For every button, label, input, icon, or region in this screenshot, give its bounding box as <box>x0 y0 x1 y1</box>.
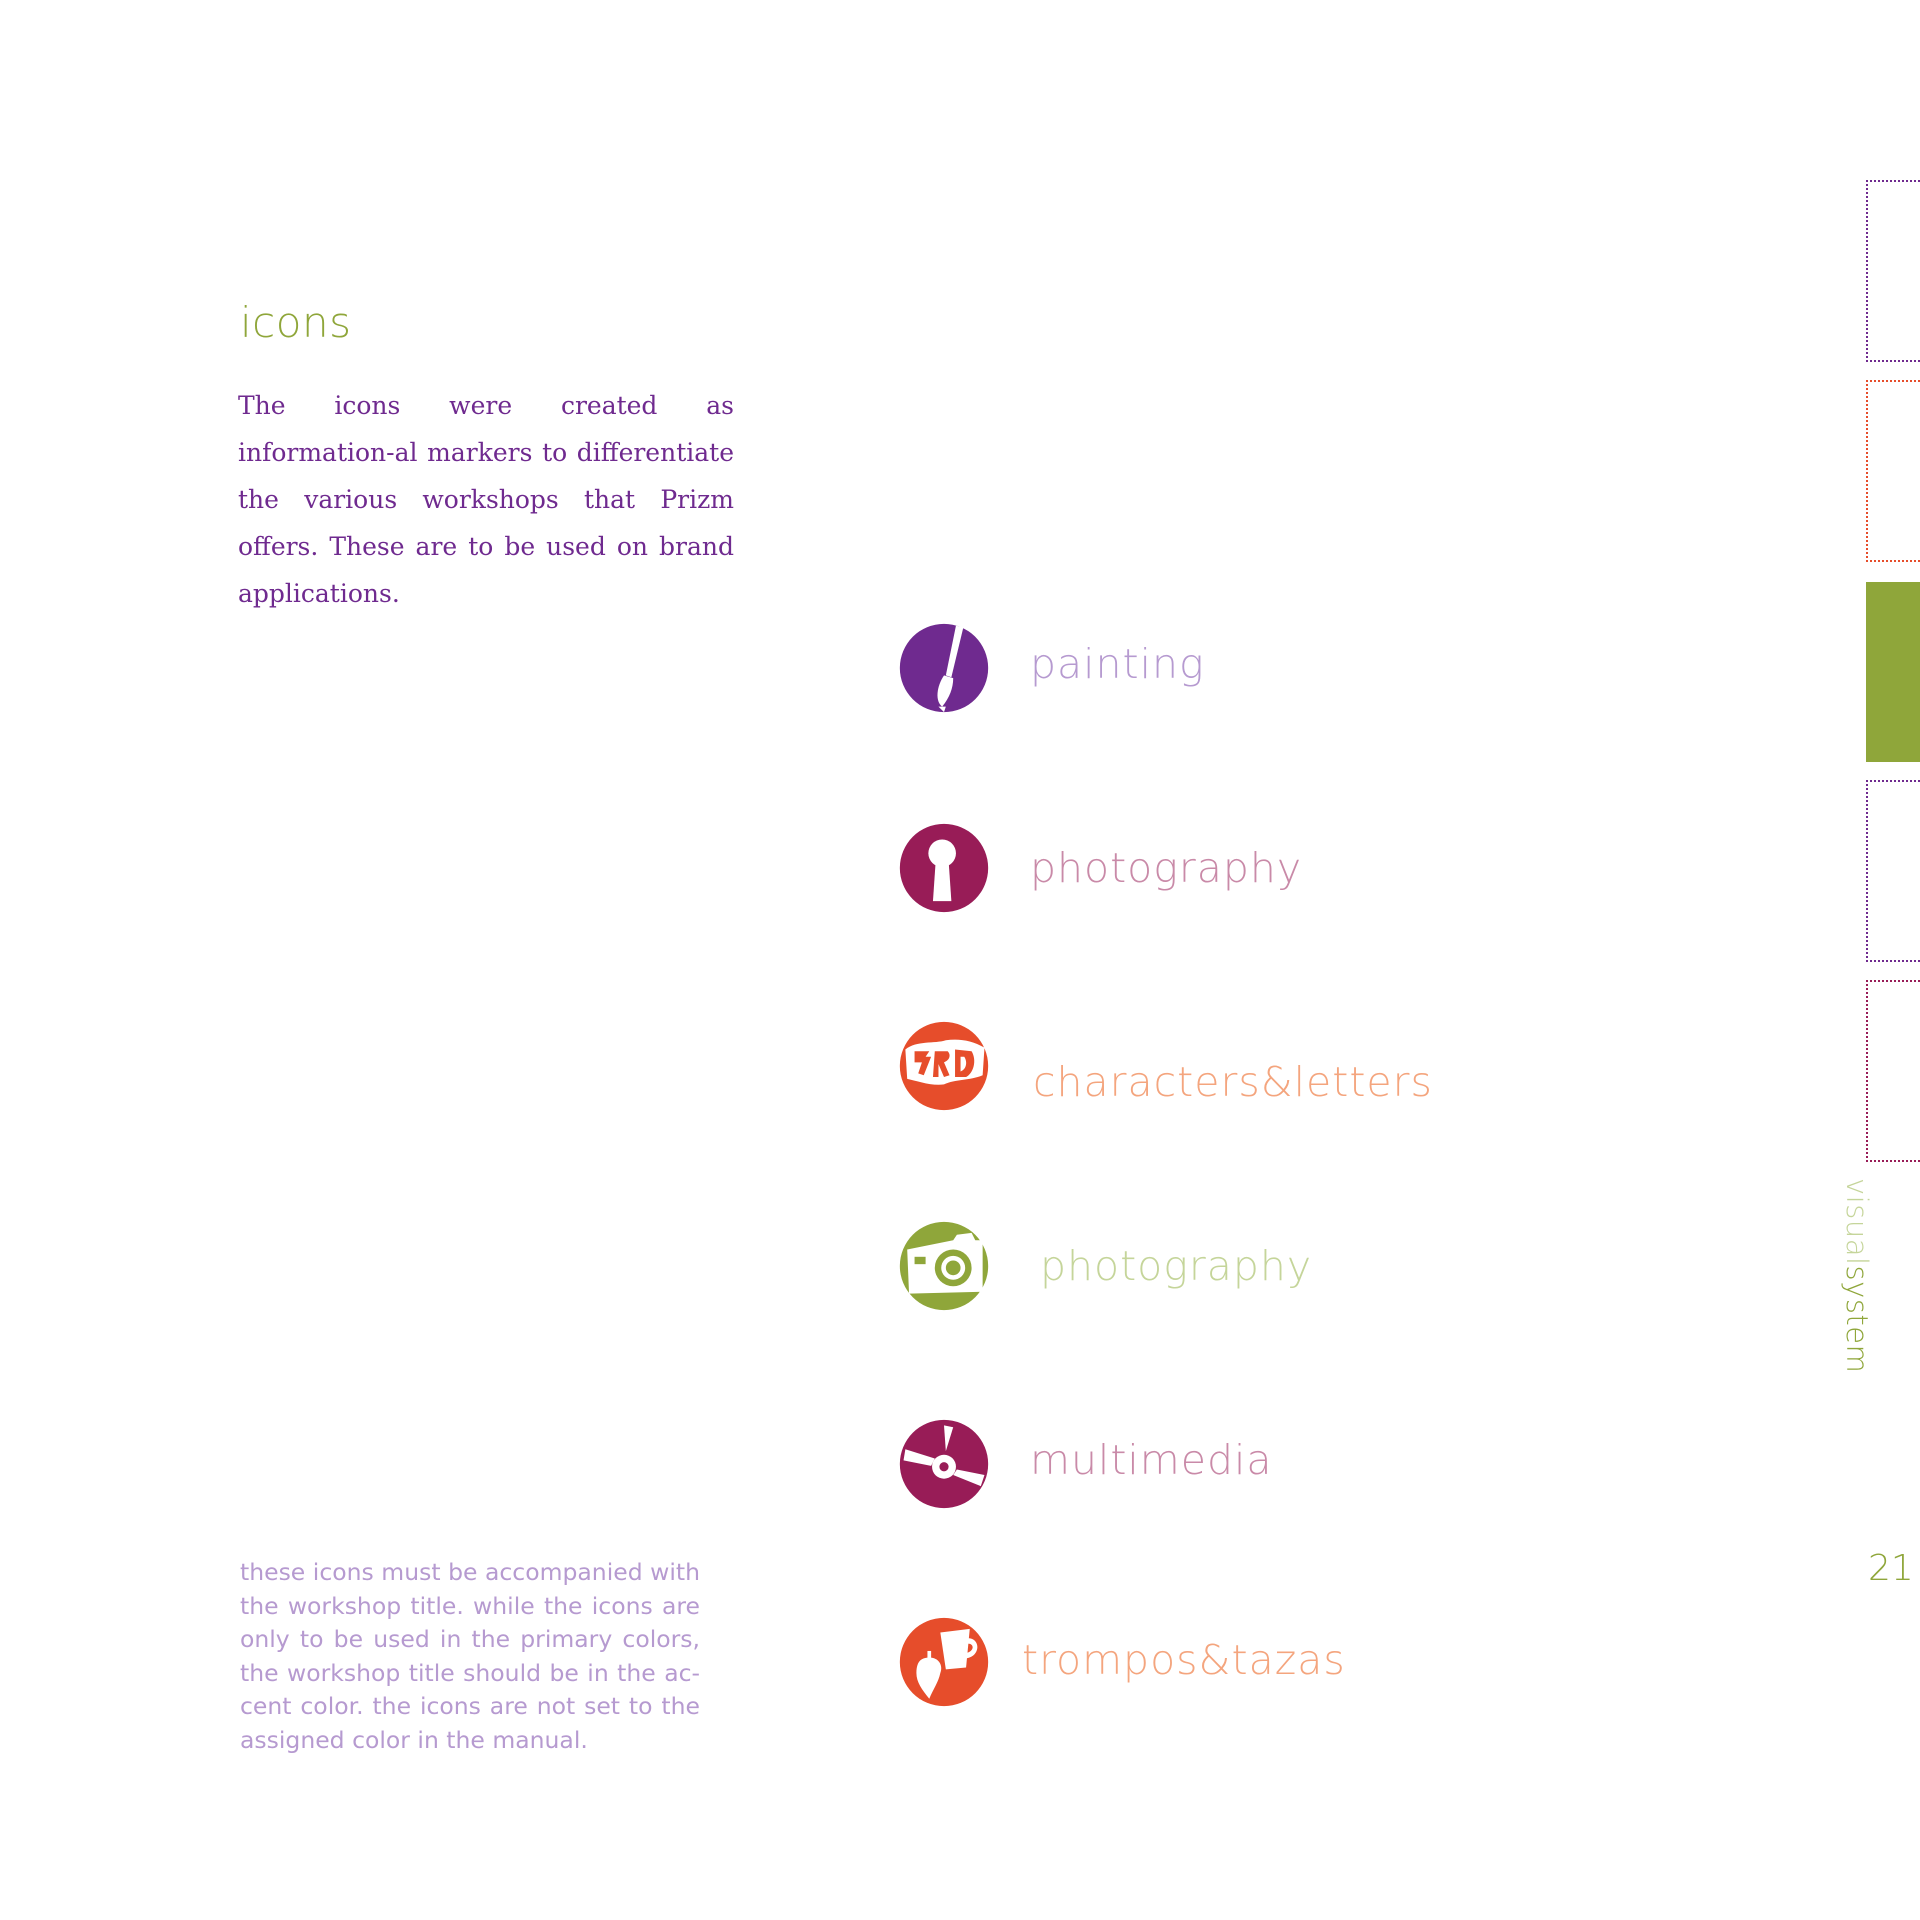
workshop-label-characters-letters: characters&letters <box>1033 1058 1433 1106</box>
side-tab-4[interactable] <box>1866 780 1920 962</box>
section-label-visualsystem <box>1840 1178 1874 1374</box>
intro-paragraph: The icons were created as information-al markers to differentiate the various workshops that Prizm offers. These are to be used on brand applications. <box>238 391 734 608</box>
spinning-top-and-cup-icon <box>898 1616 990 1708</box>
workshop-label-trompos-tazas: trompos&tazas <box>1022 1636 1346 1684</box>
page-number: 21 <box>1868 1548 1914 1589</box>
section-label-system: system <box>1840 1265 1874 1374</box>
side-tab-5[interactable] <box>1866 980 1920 1162</box>
workshop-label-photography: photography <box>1030 844 1303 892</box>
side-tab-1[interactable] <box>1866 180 1920 362</box>
side-tab-active[interactable] <box>1866 582 1920 762</box>
usage-note: these icons must be accompanied with the workshop title. while the icons are only to be used in the primary colors, the workshop title should be in the ac-cent color. the icons are not set to the assigned color in the manual. <box>240 1558 700 1754</box>
paintbrush-icon <box>898 622 990 714</box>
keyhole-icon <box>898 822 990 914</box>
side-tab-2[interactable] <box>1866 380 1920 562</box>
workshop-label-multimedia: multimedia <box>1030 1436 1273 1484</box>
disc-icon <box>898 1418 990 1510</box>
workshop-label-photography-camera: photography <box>1040 1242 1313 1290</box>
section-label-visual: visual <box>1840 1178 1874 1266</box>
section-title: icons <box>240 298 352 347</box>
camera-icon <box>898 1220 990 1312</box>
graffiti-letters-icon <box>898 1020 990 1112</box>
workshop-label-painting: painting <box>1030 640 1205 688</box>
